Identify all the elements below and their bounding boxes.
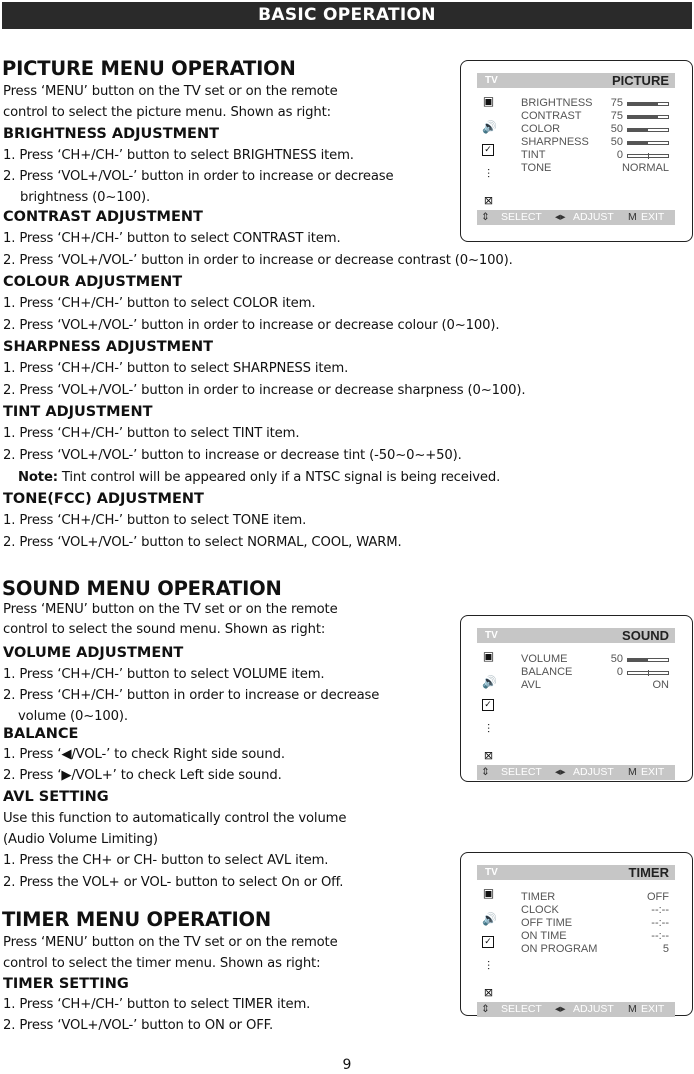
osd-row-label: BALANCE (521, 666, 573, 678)
timer-menu-heading: TIMER MENU OPERATION (2, 908, 271, 931)
osd-footer (477, 765, 675, 780)
page-banner: BASIC OPERATION (2, 2, 692, 29)
footer-adjust: ADJUST (573, 1003, 614, 1015)
leftright-icon: ◂▸ (555, 211, 566, 223)
osd-row-value: 0 (616, 666, 623, 678)
leftright-icon: ◂▸ (555, 1003, 566, 1015)
speaker-icon: 🔊 (482, 912, 497, 926)
osd-level-bar (627, 141, 669, 145)
sound-osd-screen (460, 615, 693, 782)
footer-adjust: ADJUST (573, 766, 614, 778)
osd-level-bar (627, 128, 669, 132)
osd-level-bar (627, 115, 669, 119)
osd-row-value: NORMAL (621, 162, 669, 174)
osd-row-label: CLOCK (521, 904, 559, 916)
osd-header (477, 628, 675, 643)
osd-row-value: 50 (610, 653, 623, 665)
leftright-icon: ◂▸ (555, 766, 566, 778)
speaker-icon: 🔊 (482, 120, 497, 134)
volume-step2: 2. Press ‘CH+/CH-’ button in order to increase or decrease (3, 688, 380, 703)
brightness-step2-cont: brightness (0~100). (20, 190, 151, 205)
timer-icon: ✓ (482, 699, 494, 711)
osd-level-fill (628, 116, 658, 118)
channel-icon: ⊠ (483, 194, 494, 207)
footer-exit: EXIT (641, 766, 665, 778)
balance-heading: BALANCE (3, 726, 79, 742)
osd-row-value: 50 (610, 123, 623, 135)
sound-menu-heading: SOUND MENU OPERATION (2, 577, 282, 600)
osd-icon-column (477, 643, 500, 765)
page-number: 9 (342, 1057, 352, 1073)
picture-icon: ▣ (482, 649, 495, 663)
brightness-step1: 1. Press ‘CH+/CH-’ button to select BRIGHTNESS item. (3, 148, 354, 163)
osd-body (499, 880, 675, 1002)
channel-icon: ⊠ (483, 749, 494, 762)
colour-heading: COLOUR ADJUSTMENT (3, 274, 183, 290)
colour-step2: 2. Press ‘VOL+/VOL-’ button in order to increase or decrease colour (0~100). (3, 318, 500, 333)
osd-row-value: 50 (610, 136, 623, 148)
osd-center-marker (648, 153, 649, 159)
osd-row-label: TONE (521, 162, 552, 174)
updown-icon: ⇕ (481, 211, 490, 223)
avl-desc-line2: (Audio Volume Limiting) (3, 832, 158, 847)
osd-row-value: --:-- (651, 917, 669, 929)
avl-step1: 1. Press the CH+ or CH- button to select AVL item. (3, 853, 329, 868)
osd-level-bar (627, 102, 669, 106)
timer-icon: ✓ (482, 144, 494, 156)
osd-level-bar (627, 154, 669, 158)
osd-title: SOUND (622, 628, 669, 643)
contrast-step1: 1. Press ‘CH+/CH-’ button to select CONTRAST item. (3, 231, 341, 246)
osd-title: TIMER (628, 865, 669, 880)
footer-select: SELECT (501, 766, 542, 778)
footer-menu-key: M (628, 1003, 637, 1015)
sharpness-heading: SHARPNESS ADJUSTMENT (3, 339, 214, 355)
timer-intro-line2: control to select the timer menu. Shown as right: (3, 956, 321, 971)
osd-footer (477, 1002, 675, 1017)
osd-row-value: 5 (662, 943, 669, 955)
picture-intro-line2: control to select the picture menu. Shown as right: (3, 105, 331, 120)
footer-menu-key: M (628, 766, 637, 778)
updown-icon: ⇕ (481, 766, 490, 778)
osd-icon-column (477, 88, 500, 210)
avl-step2: 2. Press the VOL+ or VOL- button to select On or Off. (3, 875, 344, 890)
osd-row-label: ON TIME (521, 930, 567, 942)
osd-row-label: AVL (521, 679, 541, 691)
volume-step1: 1. Press ‘CH+/CH-’ button to select VOLUME item. (3, 667, 325, 682)
note-label: Note: (18, 470, 58, 485)
note-text: Tint control will be appeared only if a NTSC signal is being received. (57, 470, 501, 485)
avl-heading: AVL SETTING (3, 789, 109, 805)
osd-row-label: SHARPNESS (521, 136, 589, 148)
contrast-step2: 2. Press ‘VOL+/VOL-’ button in order to increase or decrease contrast (0~100). (3, 253, 513, 268)
balance-step1: 1. Press ‘◀/VOL-’ to check Right side sound. (3, 747, 285, 762)
settings-icon: ⫶ (486, 959, 490, 973)
picture-intro-line1: Press ‘MENU’ button on the TV set or on the remote (3, 84, 338, 99)
osd-tv-tag: TV (485, 630, 498, 641)
tint-step1: 1. Press ‘CH+/CH-’ button to select TINT item. (3, 426, 300, 441)
footer-adjust: ADJUST (573, 211, 614, 223)
tone-step1: 1. Press ‘CH+/CH-’ button to select TONE item. (3, 513, 307, 528)
tint-note (18, 470, 500, 485)
avl-desc-line1: Use this function to automatically control the volume (3, 811, 347, 826)
sharpness-step1: 1. Press ‘CH+/CH-’ button to select SHARPNESS item. (3, 361, 349, 376)
osd-row-label: OFF TIME (521, 917, 573, 929)
colour-step1: 1. Press ‘CH+/CH-’ button to select COLOR item. (3, 296, 316, 311)
tint-heading: TINT ADJUSTMENT (3, 404, 153, 420)
osd-row-value: 75 (610, 110, 623, 122)
contrast-heading: CONTRAST ADJUSTMENT (3, 209, 203, 225)
osd-center-marker (648, 670, 649, 676)
brightness-step2: 2. Press ‘VOL+/VOL-’ button in order to increase or decrease (3, 169, 394, 184)
osd-row-value: OFF (647, 891, 669, 903)
timer-setting-heading: TIMER SETTING (3, 976, 129, 992)
tone-step2: 2. Press ‘VOL+/VOL-’ button to select NORMAL, COOL, WARM. (3, 535, 402, 550)
timer-osd-screen (460, 852, 693, 1016)
timer-icon: ✓ (482, 936, 494, 948)
footer-exit: EXIT (641, 1003, 665, 1015)
osd-body (499, 643, 675, 765)
osd-body (499, 88, 675, 210)
osd-row-label: ON PROGRAM (521, 943, 598, 955)
picture-menu-heading: PICTURE MENU OPERATION (2, 57, 296, 80)
osd-title: PICTURE (611, 73, 669, 88)
osd-tv-tag: TV (485, 75, 498, 86)
osd-level-fill (628, 142, 648, 144)
sound-intro-line1: Press ‘MENU’ button on the TV set or on the remote (3, 602, 338, 617)
osd-row-label: VOLUME (521, 653, 568, 665)
osd-row-label: TINT (521, 149, 546, 161)
osd-header (477, 73, 675, 88)
osd-level-fill (628, 129, 648, 131)
footer-select: SELECT (501, 1003, 542, 1015)
osd-level-fill (628, 103, 658, 105)
osd-row-value: --:-- (651, 904, 669, 916)
sharpness-step2: 2. Press ‘VOL+/VOL-’ button in order to increase or decrease sharpness (0~100). (3, 383, 526, 398)
osd-row-label: BRIGHTNESS (521, 97, 593, 109)
picture-icon: ▣ (482, 94, 495, 108)
osd-level-fill (628, 659, 648, 661)
osd-header (477, 865, 675, 880)
channel-icon: ⊠ (483, 986, 494, 999)
sound-intro-line2: control to select the sound menu. Shown as right: (3, 622, 326, 637)
volume-heading: VOLUME ADJUSTMENT (3, 645, 184, 661)
osd-row-label: CONTRAST (521, 110, 582, 122)
tone-heading: TONE(FCC) ADJUSTMENT (3, 491, 204, 507)
picture-osd-screen (460, 60, 693, 242)
balance-step2: 2. Press ‘▶/VOL+’ to check Left side sound. (3, 768, 282, 783)
osd-row-value: --:-- (651, 930, 669, 942)
footer-menu-key: M (628, 211, 637, 223)
timer-step1: 1. Press ‘CH+/CH-’ button to select TIMER item. (3, 997, 311, 1012)
picture-icon: ▣ (482, 886, 495, 900)
speaker-icon: 🔊 (482, 675, 497, 689)
osd-level-bar (627, 671, 669, 675)
osd-tv-tag: TV (485, 867, 498, 878)
timer-intro-line1: Press ‘MENU’ button on the TV set or on the remote (3, 935, 338, 950)
footer-select: SELECT (501, 211, 542, 223)
settings-icon: ⫶ (486, 167, 490, 181)
footer-exit: EXIT (641, 211, 665, 223)
volume-step2-cont: volume (0~100). (18, 709, 128, 724)
osd-row-value: 75 (610, 97, 623, 109)
osd-icon-column (477, 880, 500, 1002)
osd-row-value: 0 (616, 149, 623, 161)
updown-icon: ⇕ (481, 1003, 490, 1015)
osd-row-value: ON (652, 679, 669, 691)
settings-icon: ⫶ (486, 722, 490, 736)
osd-row-label: COLOR (521, 123, 561, 135)
osd-row-label: TIMER (521, 891, 556, 903)
osd-footer (477, 210, 675, 225)
tint-step2: 2. Press ‘VOL+/VOL-’ button to increase or decrease tint (-50~0~+50). (3, 448, 462, 463)
brightness-heading: BRIGHTNESS ADJUSTMENT (3, 126, 219, 142)
osd-level-bar (627, 658, 669, 662)
timer-step2: 2. Press ‘VOL+/VOL-’ button to ON or OFF. (3, 1018, 274, 1033)
